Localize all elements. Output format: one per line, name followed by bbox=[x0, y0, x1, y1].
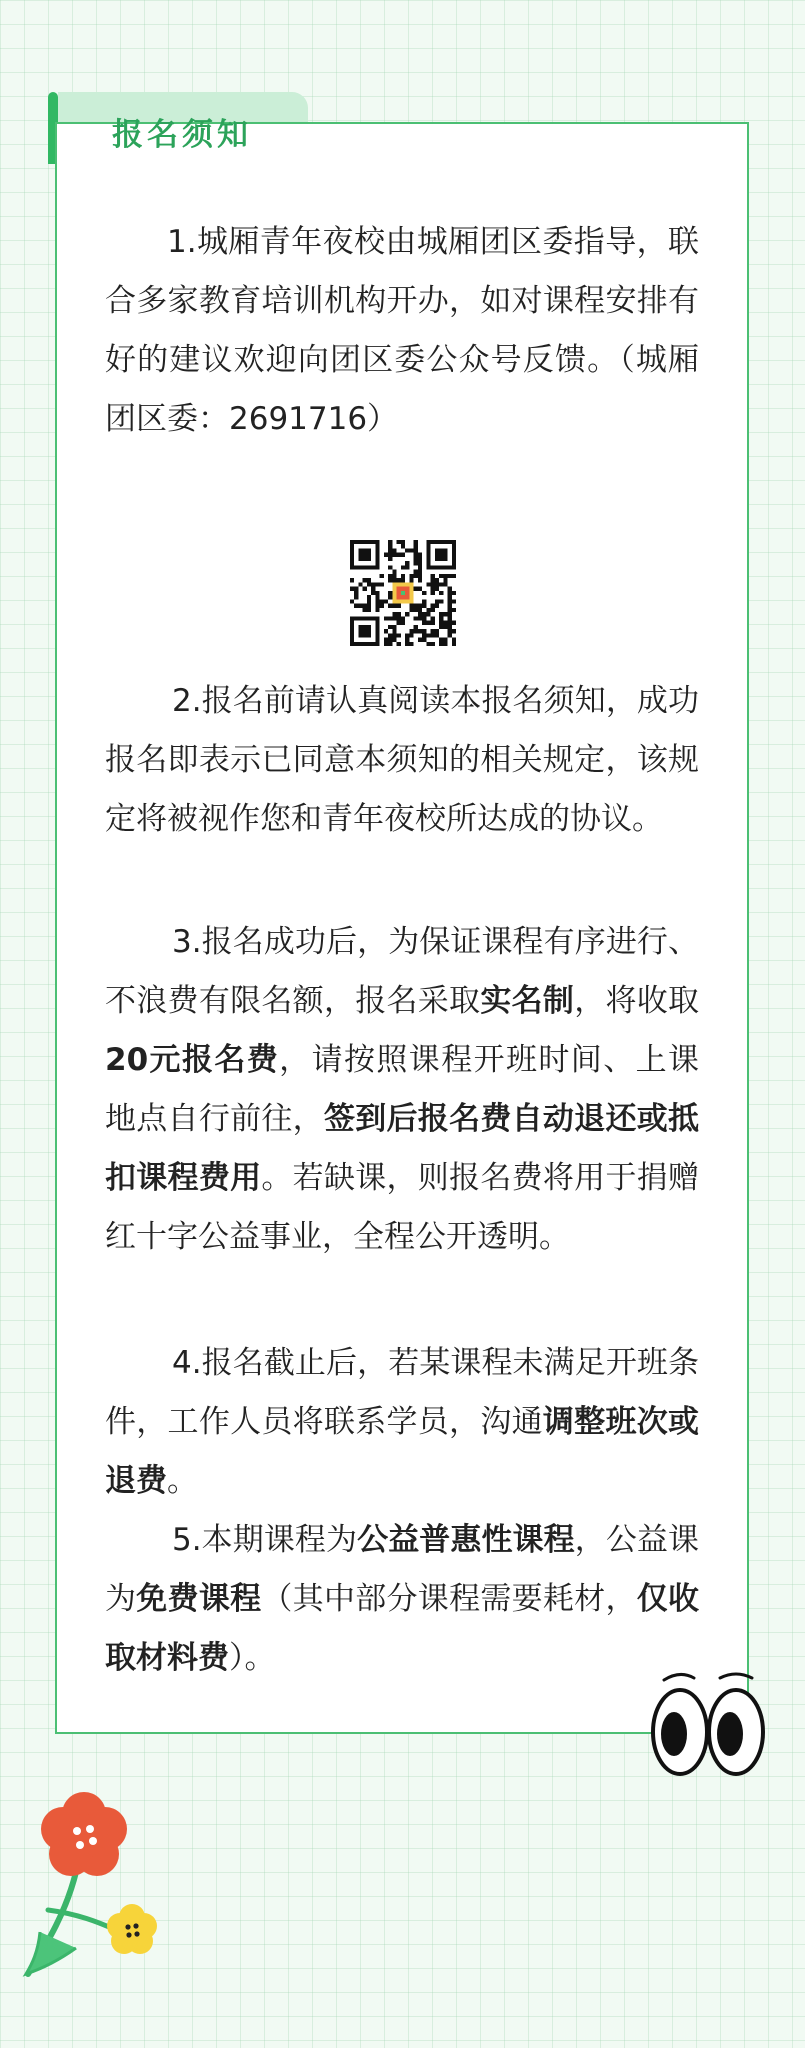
notice-text: （其中部分课程需要耗材， bbox=[261, 1581, 637, 1617]
notice-emphasis: 调整班次或退费 bbox=[105, 1404, 700, 1499]
notice-text: 1.城厢青年夜校由城厢团区委指导，联合多家教育培训机构开办，如对课程安排有好的建议欢迎向团区委公众号反馈。（城厢团区委：2691716） bbox=[105, 224, 699, 437]
notice-text: 。若缺课，则报名费将用于捐赠红十字公益事业，全程公开透明。 bbox=[105, 1160, 700, 1255]
notice-text: ，公益课为 bbox=[105, 1522, 700, 1617]
notice-text: 。 bbox=[167, 1463, 198, 1499]
notice-item-1 bbox=[105, 213, 699, 449]
notice-item-2 bbox=[105, 672, 699, 849]
notice-text: 5.本期课程为 bbox=[172, 1522, 358, 1558]
notice-emphasis: 实名制 bbox=[480, 983, 575, 1019]
cartoon-eyes-icon bbox=[650, 1668, 770, 1780]
notice-item-4 bbox=[105, 1334, 699, 1511]
notice-item-3 bbox=[105, 913, 699, 1267]
notice-item-5 bbox=[105, 1511, 699, 1688]
notice-emphasis: 免费课程 bbox=[136, 1581, 262, 1617]
notice-text: 4.报名截止后，若某课程未满足开班条件，工作人员将联系学员，沟通 bbox=[105, 1345, 699, 1440]
notice-emphasis: 仅收取材料费 bbox=[105, 1581, 700, 1676]
notice-text: ，将收取 bbox=[574, 983, 700, 1019]
notice-text: ）。 bbox=[229, 1640, 276, 1676]
notice-text: 2.报名前请认真阅读本报名须知，成功报名即表示已同意本须知的相关规定，该规定将被视作您和青年夜校所达成的协议。 bbox=[105, 683, 699, 837]
qr-code-icon bbox=[350, 540, 456, 646]
notice-emphasis: 20元报名费 bbox=[105, 1042, 280, 1078]
notice-emphasis: 签到后报名费自动退还或抵扣课程费用 bbox=[105, 1101, 700, 1196]
notice-text: ，请按照课程开班时间、上课地点自行前往， bbox=[105, 1042, 700, 1137]
flower-icon bbox=[18, 1782, 158, 1982]
notice-text: 3.报名成功后，为保证课程有序进行、不浪费有限名额，报名采取 bbox=[105, 924, 699, 1019]
page-title: 报名须知 bbox=[112, 117, 252, 153]
notice-emphasis: 公益普惠性课程 bbox=[357, 1522, 575, 1558]
